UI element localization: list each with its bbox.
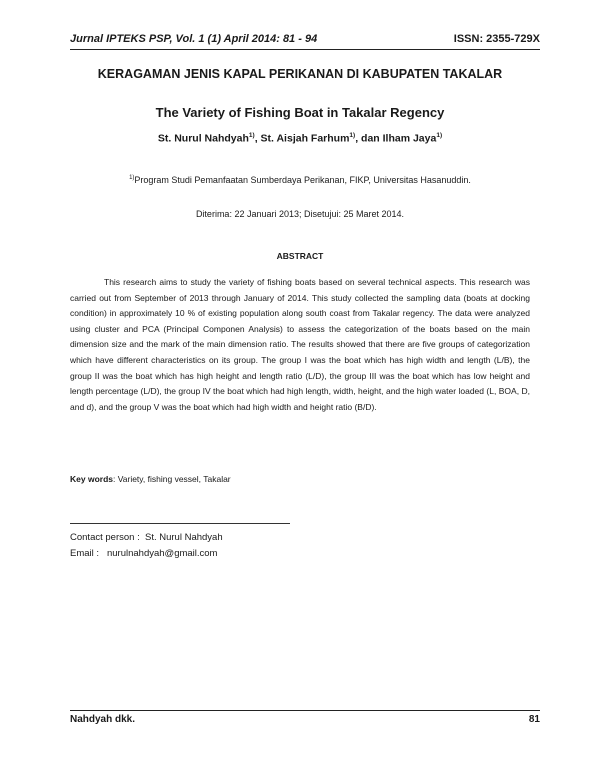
title-english: The Variety of Fishing Boat in Takalar Regency xyxy=(155,105,445,120)
author-separator: , dan xyxy=(355,132,383,145)
author-name: St. Aisjah Farhum xyxy=(260,132,350,145)
keywords-text: : Variety, fishing vessel, Takalar xyxy=(113,474,231,484)
footnote-divider xyxy=(70,523,290,524)
page-number: 81 xyxy=(528,714,540,725)
contact-email: nurulnahdyah@gmail.com xyxy=(106,548,218,559)
contact-info xyxy=(70,530,223,562)
issn: ISSN: 2355-729X xyxy=(453,33,540,45)
abstract-heading: ABSTRACT xyxy=(276,251,324,261)
affiliation-text: Program Studi Pemanfaatan Sumberdaya Perikanan, FIKP, Universitas Hasanuddin. xyxy=(134,175,471,185)
author-affiliation-mark: 1) xyxy=(349,132,356,139)
running-header xyxy=(70,33,540,50)
author-name: Ilham Jaya xyxy=(382,132,437,145)
author-name: St. Nurul Nahdyah xyxy=(157,132,249,145)
contact-person-line xyxy=(70,530,223,546)
abstract-body: This research aims to study the variety of fishing boats based on several technical aspects. This research was carried out from September of 2013 through January of 2014. This study collected the sampling data (boats at docking condition) in approximately 10 % of existing population along south coast from Takalar regency. The data were analyzed using cluster and PCA (Principal Componen Analysis) to assess the categorization of the boats based on the main dimension size and the mark of the main dimension ratio. The results showed that there are five groups of categorization which have different characteristics on its group. The group I was the boat which has high width and length (L/B), the group II was the boat which has high height and length ratio (L/D), the group III was the boat which has low height and length percentage (L/D), the group IV the boat which had high length, width, height, and the high water loaded (L, BOA, D, and d), and the group V was the boat which had high width and height ratio (B/D). xyxy=(70,277,530,412)
author-separator: , xyxy=(254,132,261,145)
contact-person-label: Contact person : xyxy=(70,532,140,543)
author-list xyxy=(0,132,600,145)
contact-email-label: Email : xyxy=(70,548,100,559)
author-affiliation-mark: 1) xyxy=(248,132,255,139)
contact-email-line xyxy=(70,546,223,562)
author-affiliation-mark: 1) xyxy=(436,132,443,139)
contact-person-name: St. Nurul Nahdyah xyxy=(145,532,223,543)
affiliation-mark: 1) xyxy=(129,175,135,181)
keywords xyxy=(70,474,530,484)
footer-authors: Nahdyah dkk. xyxy=(70,714,136,725)
keywords-label: Key words xyxy=(70,474,113,484)
title-indonesian: KERAGAMAN JENIS KAPAL PERIKANAN DI KABUPATEN TAKALAR xyxy=(97,67,503,81)
running-footer xyxy=(70,714,540,725)
footer-divider xyxy=(70,710,540,711)
affiliation xyxy=(0,175,600,185)
journal-citation: Jurnal IPTEKS PSP, Vol. 1 (1) April 2014: 81 - 94 xyxy=(70,33,318,45)
submission-dates: Diterima: 22 Januari 2013; Disetujui: 25 Maret 2014. xyxy=(195,209,405,219)
